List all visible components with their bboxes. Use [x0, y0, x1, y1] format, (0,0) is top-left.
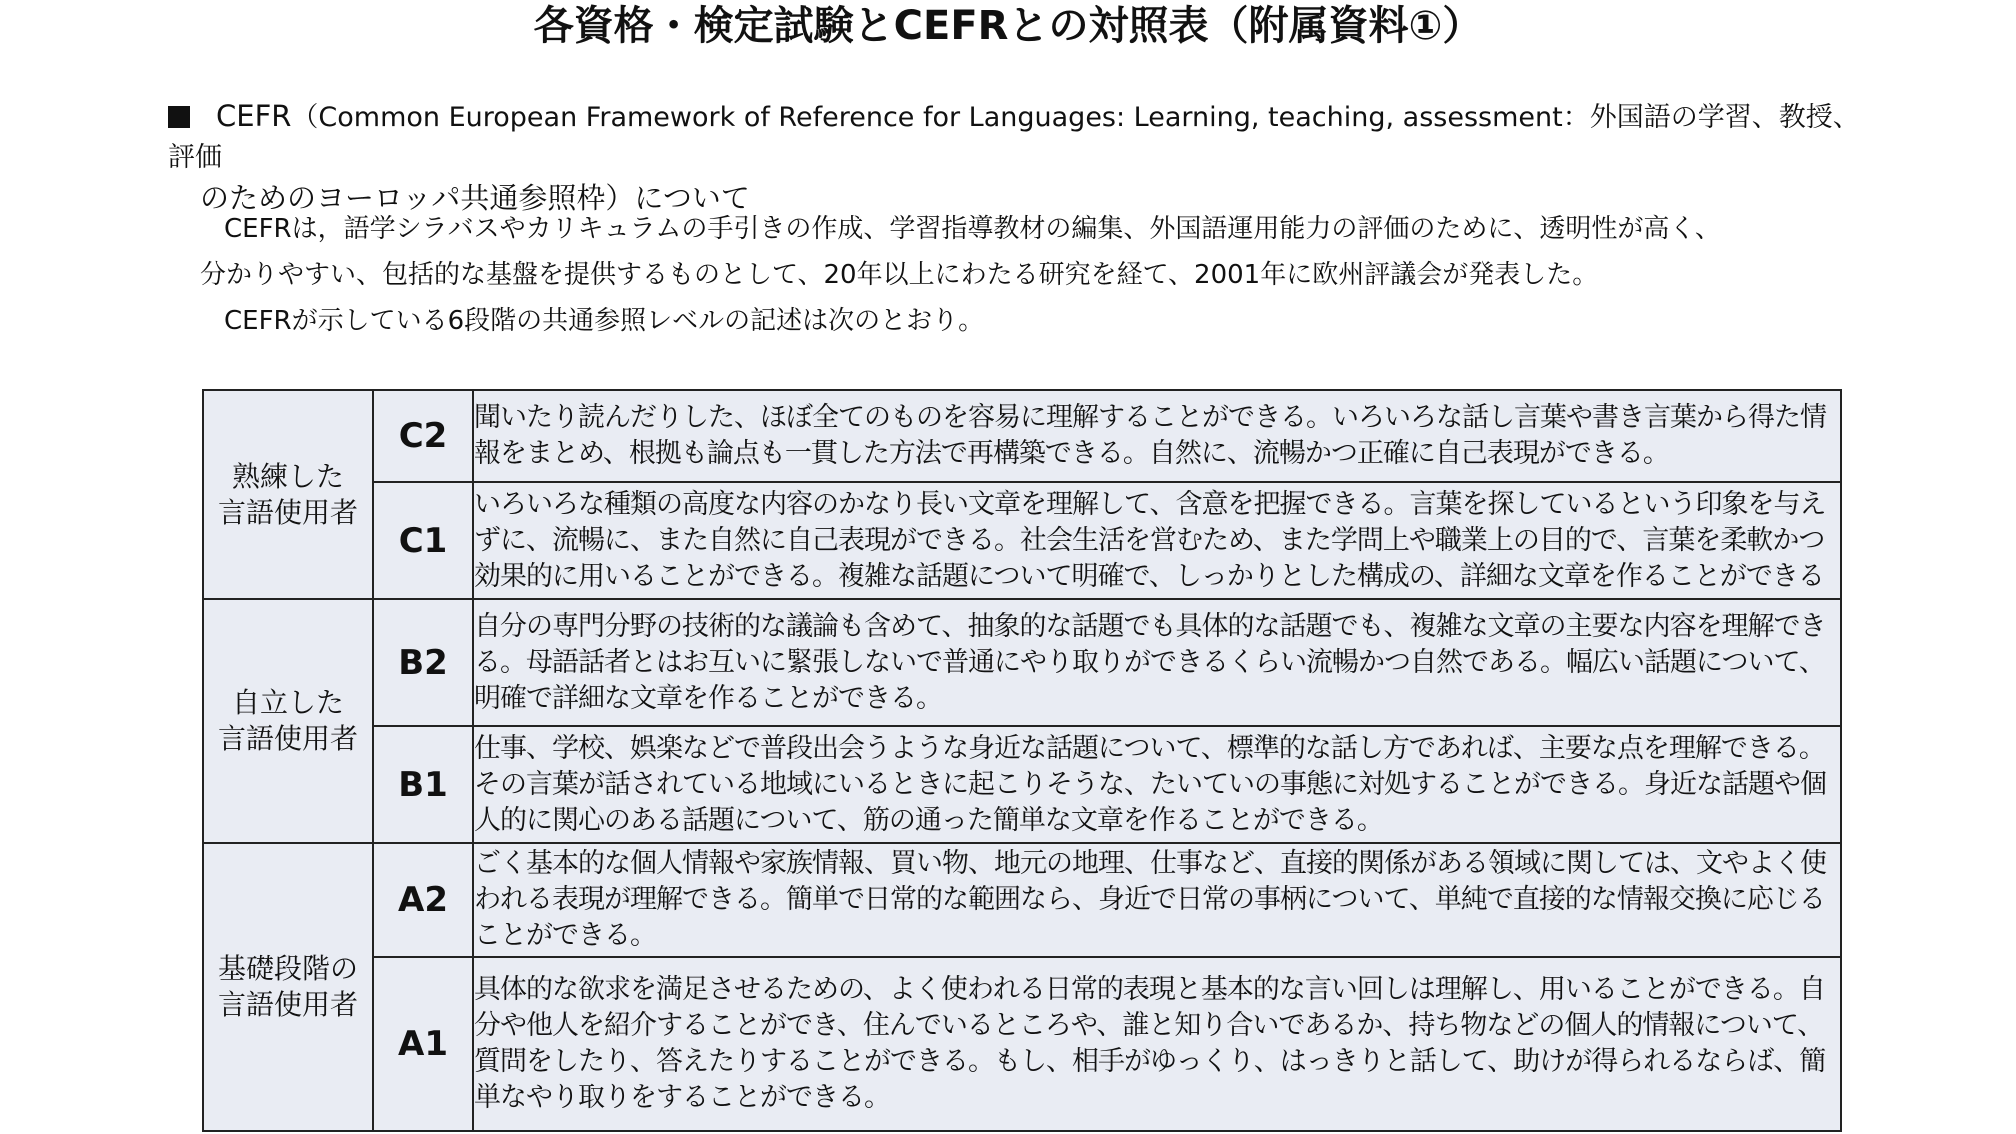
- level-label-b2: B2: [373, 599, 473, 726]
- table-row-c2: [203, 390, 1841, 482]
- heading-line1-text: （Common European Framework of Reference for Languages: Learning, teaching, assessment：外国語の学習、教授、評価: [168, 102, 1860, 173]
- section-heading: [168, 96, 1868, 218]
- table-row-b1: [203, 726, 1841, 843]
- level-label-c2: C2: [373, 390, 473, 482]
- intro-paragraph-2: CEFRが示している6段階の共通参照レベルの記述は次のとおり。: [224, 306, 985, 336]
- level-label-b1: B1: [373, 726, 473, 843]
- table-row-b2: [203, 599, 1841, 726]
- level-description-a2: ごく基本的な個人情報や家族情報、買い物、地元の地理、仕事など、直接的関係がある領域に関しては、文やよく使われる表現が理解できる。簡単で日常的な範囲なら、身近で日常の事柄について、単純で直接的な情報交換に応じることができる。: [473, 843, 1841, 957]
- level-description-a1: 具体的な欲求を満足させるための、よく使われる日常的表現と基本的な言い回しは理解し、用いることができる。自分や他人を紹介することができ、住んでいるところや、誰と知り合いであるか、持ち物などの個人的情報について、質問をしたり、答えたりすることができる。もし、相手がゆっくり、はっきりと話して、助けが得られるならば、簡単なやり取りをすることができる。: [473, 957, 1841, 1131]
- intro-paragraph-1-line-1: CEFRは，語学シラバスやカリキュラムの手引きの作成、学習指導教材の編集、外国語運用能力の評価のために、透明性が高く、: [224, 214, 1721, 244]
- cefr-levels-table: [202, 389, 1842, 1132]
- heading-line2-text: のためのヨーロッパ共通参照枠）について: [200, 181, 750, 215]
- document-title: 各資格・検定試験とCEFRとの対照表（附属資料①）: [533, 3, 1483, 49]
- level-label-a2: A2: [373, 843, 473, 957]
- level-description-c2: 聞いたり読んだりした、ほぼ全てのものを容易に理解することができる。いろいろな話し言葉や書き言葉から得た情報をまとめ、根拠も論点も一貫した方法で再構築できる。自然に、流暢かつ正確に自己表現ができる。: [473, 390, 1841, 482]
- group-label-independent: 自立した 言語使用者: [203, 599, 373, 843]
- intro-text: [200, 206, 1880, 344]
- group-label-basic: 基礎段階の 言語使用者: [203, 843, 373, 1131]
- table-row-a2: [203, 843, 1841, 957]
- table-row-c1: [203, 482, 1841, 599]
- square-bullet-icon: [168, 106, 190, 128]
- level-label-c1: C1: [373, 482, 473, 599]
- level-label-a1: A1: [373, 957, 473, 1131]
- table-row-a1: [203, 957, 1841, 1131]
- intro-paragraph-1-line-2: 分かりやすい、包括的な基盤を提供するものとして、20年以上にわたる研究を経て、2001年に欧州評議会が発表した。: [200, 260, 1599, 290]
- level-description-c1: いろいろな種類の高度な内容のかなり長い文章を理解して、含意を把握できる。言葉を探しているという印象を与えずに、流暢に、また自然に自己表現ができる。社会生活を営むため、また学問上や職業上の目的で、言葉を柔軟かつ効果的に用いることができる。複雑な話題について明確で、しっかりとした構成の、詳細な文章を作ることができる: [473, 482, 1841, 599]
- heading-cefr-label: CEFR: [216, 99, 292, 133]
- level-description-b2: 自分の専門分野の技術的な議論も含めて、抽象的な話題でも具体的な話題でも、複雑な文章の主要な内容を理解できる。母語話者とはお互いに緊張しないで普通にやり取りができるくらい流暢かつ自然である。幅広い話題について、明確で詳細な文章を作ることができる。: [473, 599, 1841, 726]
- group-label-proficient: 熟練した 言語使用者: [203, 390, 373, 599]
- level-description-b1: 仕事、学校、娯楽などで普段出会うような身近な話題について、標準的な話し方であれば、主要な点を理解できる。その言葉が話されている地域にいるときに起こりそうな、たいていの事態に対処することができる。身近な話題や個人的に関心のある話題について、筋の通った簡単な文章を作ることができる。: [473, 726, 1841, 843]
